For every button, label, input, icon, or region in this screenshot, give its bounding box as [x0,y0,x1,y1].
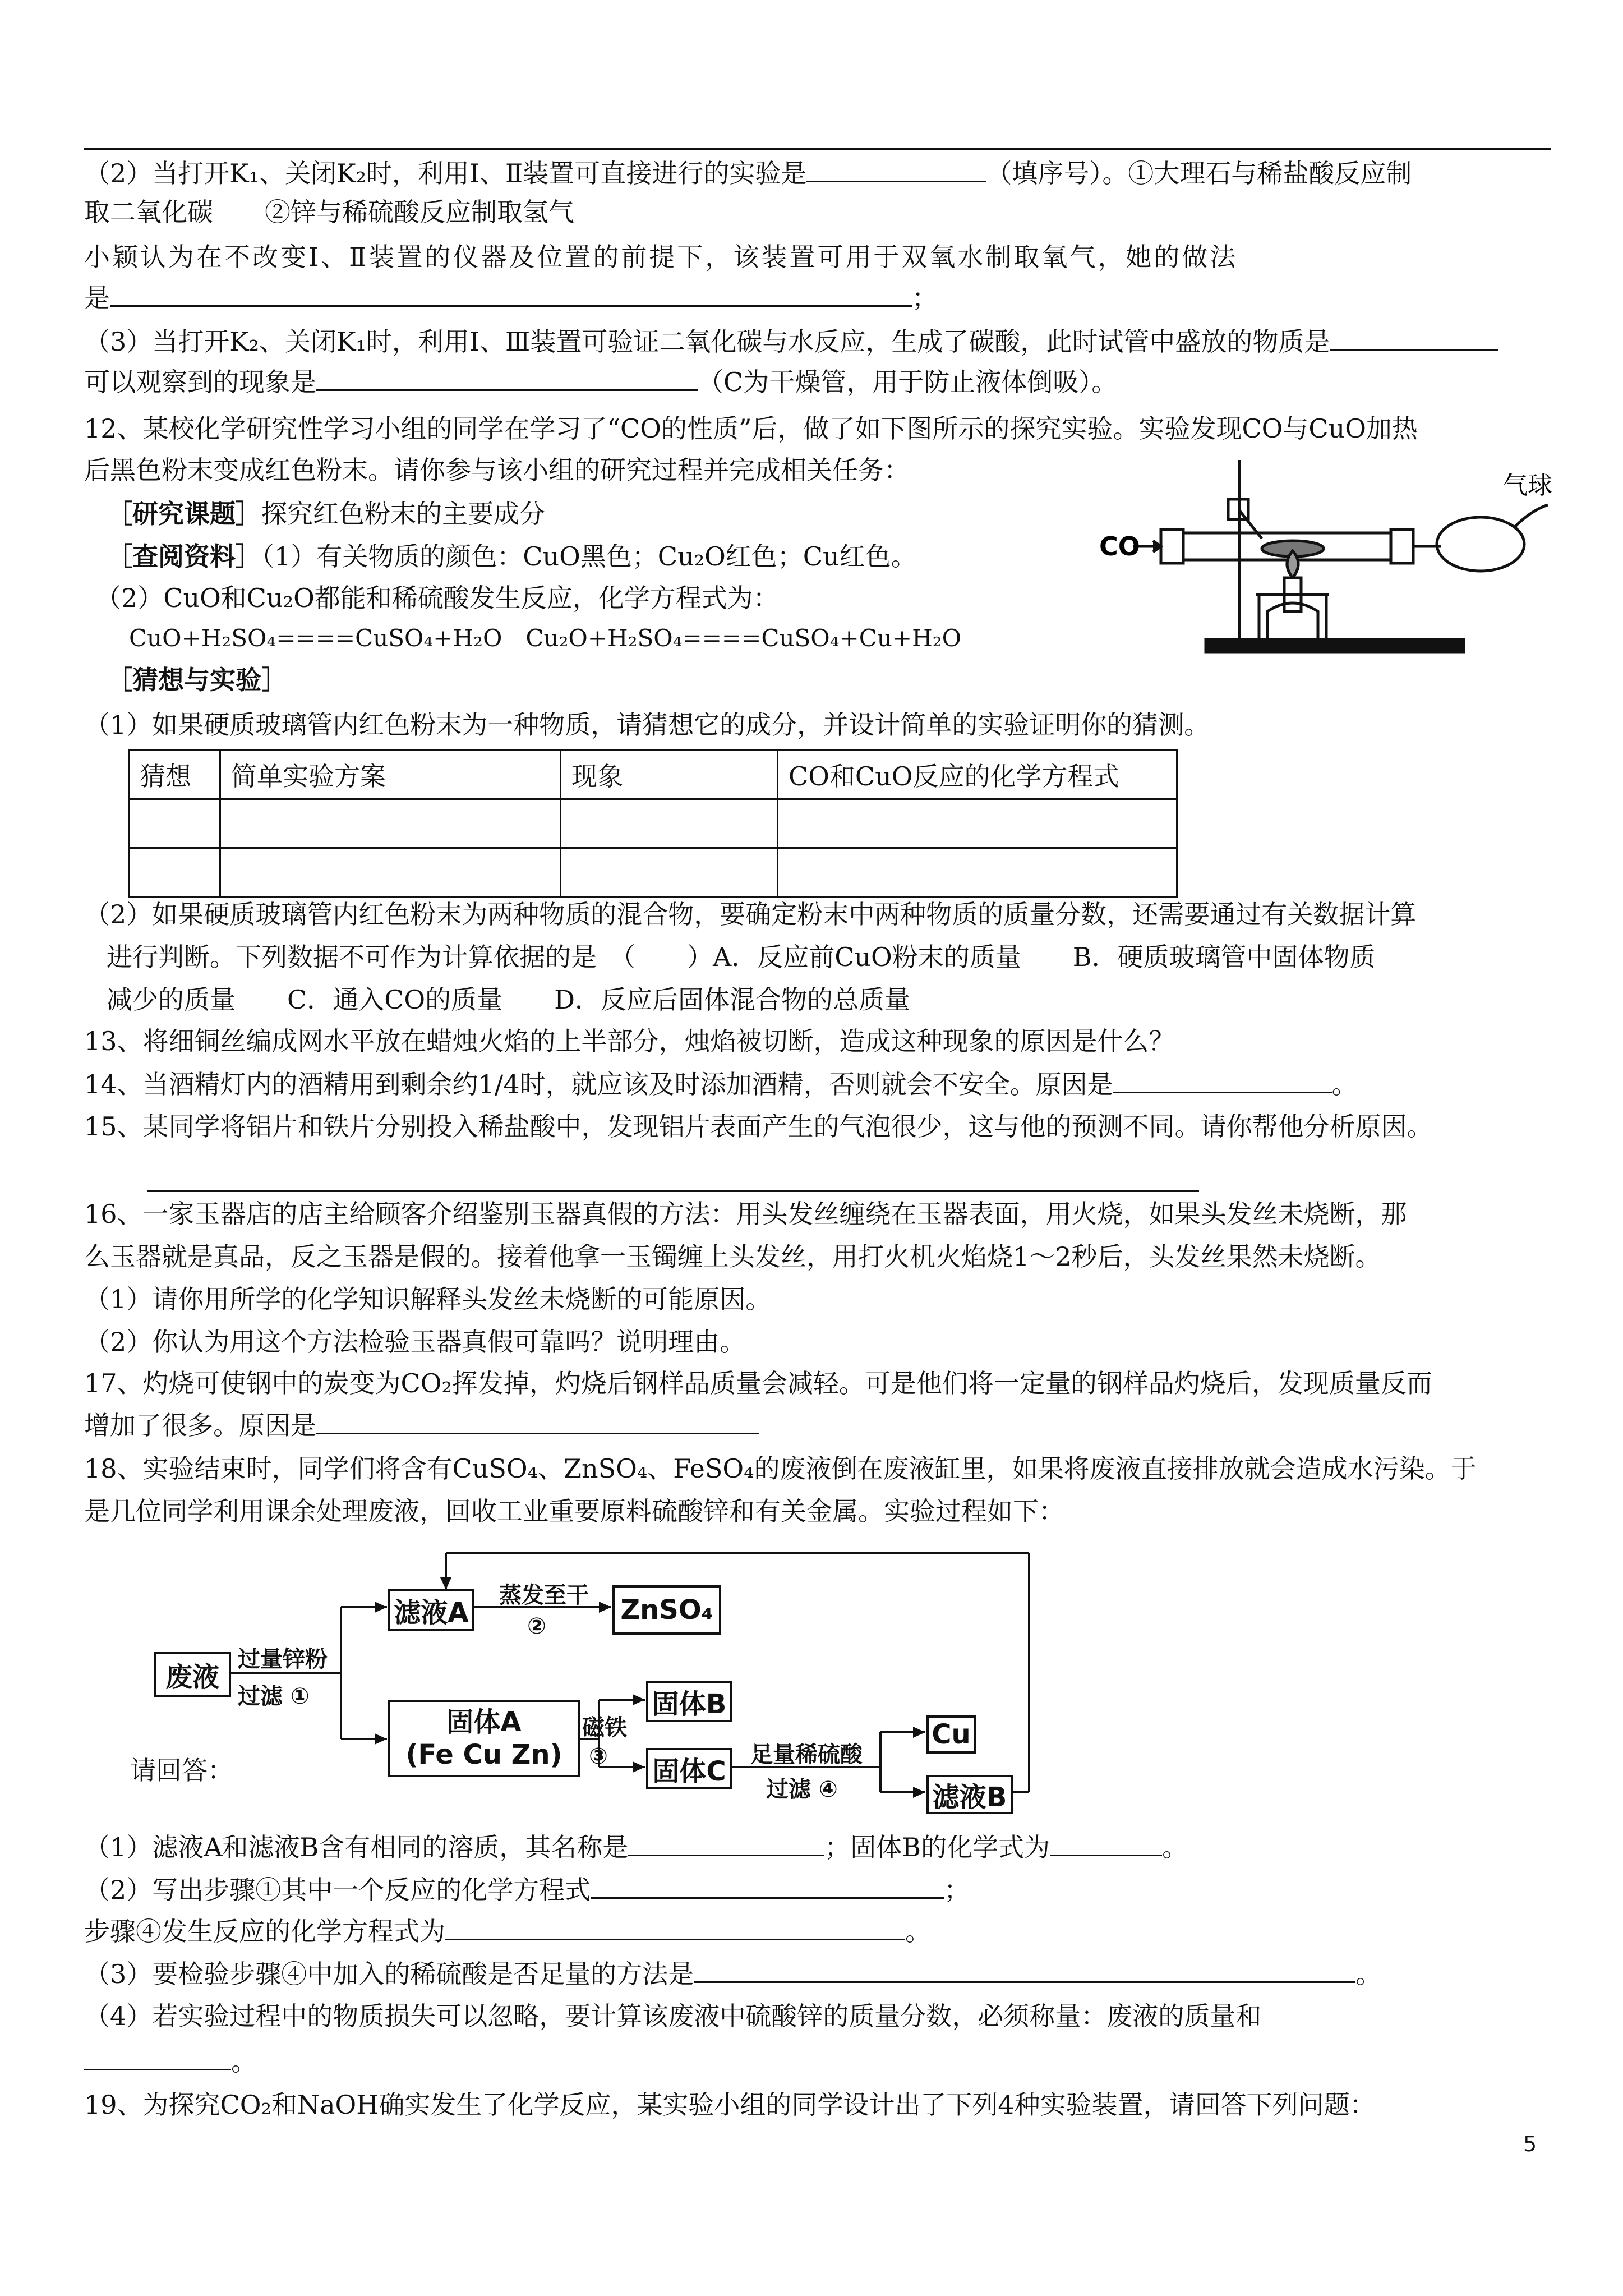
q18-answer-4: （3）要检验步骤④中加入的稀硫酸是否足量的方法是 。 [84,1957,1381,1991]
step2-evaporate: 蒸发至干 [499,1582,589,1608]
filtrate-b-box: 滤液B [926,1775,1013,1814]
q18-line-1: 18、实验结束时，同学们将含有CuSO₄、ZnSO₄、FeSO₄的废液倒在废液缸里，如果将废液直接排放就会造成水污染。于 [84,1453,1477,1484]
q14: 14、当酒精灯内的酒精用到剩余约1/4时，就应该及时添加酒精，否则就会不安全。原因是 。 [84,1067,1358,1101]
q11-line-5: （3）当打开K₂、关闭K₁时，利用Ⅰ、Ⅲ装置可验证二氧化碳与水反应，生成了碳酸，此时试管中盛放的物质是 [84,324,1498,358]
q18-blank-6[interactable] [84,2044,231,2070]
q18-answer-label: 请回答： [130,1755,233,1786]
cu-box: Cu [926,1715,976,1754]
th-guess: 猜想 [129,751,220,799]
step1-filter: 过滤 ① [238,1683,310,1709]
step4-reagent: 足量稀硫酸 [750,1742,863,1768]
q13: 13、将细铜丝编成网水平放在蜡烛火焰的上半部分，烛焰被切断，造成这种现象的原因是什么？ [84,1026,1175,1056]
page-number: 5 [1523,2132,1537,2156]
q18-blank-2[interactable] [1050,1830,1162,1856]
q18-answer-3: 步骤④发生反应的化学方程式为 。 [84,1914,931,1948]
q16-line-1: 16、一家玉器店的店主给顾客介绍鉴别玉器真假的方法：用头发丝缠绕在玉器表面，用火烧，如果头发丝未烧断，那 [84,1199,1407,1229]
q18-blank-4[interactable] [445,1914,905,1940]
q11-line-1: （2）当打开K₁、关闭K₂时，利用Ⅰ、Ⅱ装置可直接进行的实验是 （填序号）。①大理石与稀盐酸反应制 [84,156,1412,190]
q12-guess-2a: （2）如果硬质玻璃管内红色粉末为两种物质的混合物，要确定粉末中两种物质的质量分数，还需要通过有关数据计算 [84,899,1417,930]
th-equation: CO和CuO反应的化学方程式 [778,751,1177,799]
q15: 15、某同学将铝片和铁片分别投入稀盐酸中，发现铝片表面产生的气泡很少，这与他的预测不同。请你帮他分析原因。 [84,1111,1433,1142]
q18-line-2: 是几位同学利用课余处理废液，回收工业重要原料硫酸锌和有关金属。实验过程如下： [84,1496,1064,1526]
q16-line-2: 么玉器就是真品，反之玉器是假的。接着他拿一玉镯缠上头发丝，用打火机火焰烧1～2秒后，头发丝果然未烧断。 [84,1241,1381,1272]
th-phenomenon: 现象 [561,751,778,799]
solid-c-box: 固体C [646,1748,732,1789]
q11-line-6: 可以观察到的现象是 （C为干燥管，用于防止液体倒吸）。 [84,365,1117,399]
q11-line-2: 取二氧化碳 ②锌与稀硫酸反应制取氢气 [84,197,574,227]
znso4-box: ZnSO₄ [612,1585,721,1635]
step3-number: ③ [589,1743,608,1769]
q18-blank-5[interactable] [694,1957,1355,1983]
q18-answer-5: （4）若实验过程中的物质损失可以忽略，要计算该废液中硫酸锌的质量分数，必须称量：废液的质量和 [84,2001,1262,2031]
q12-guess-label: ［猜想与实验］ [107,665,287,695]
q18-answer-1: （1）滤液A和滤液B含有相同的溶质，其名称是 ；固体B的化学式为 。 [84,1830,1188,1864]
step1-reagent: 过量锌粉 [238,1646,328,1672]
q12-topic: ［研究课题］探究红色粉末的主要成分 [107,499,545,529]
q12-reference-2: （2）CuO和Cu₂O都能和稀硫酸发生反应，化学方程式为： [95,583,779,613]
q19: 19、为探究CO₂和NaOH确实发生了化学反应，某实验小组的同学设计出了下列4种实验装置，请回答下列问题： [84,2090,1376,2120]
q16-line-4: （2）你认为用这个方法检验玉器真假可靠吗？说明理由。 [84,1327,746,1357]
co-label: CO [1099,531,1140,562]
q12-equations: CuO+H₂SO₄====CuSO₄+H₂O Cu₂O+H₂SO₄====CuSO₄+Cu+H₂O [129,624,962,652]
step4-filter: 过滤 ④ [766,1777,838,1802]
q16-line-3: （1）请你用所学的化学知识解释头发丝未烧断的可能原因。 [84,1284,772,1314]
q12-line-1: 12、某校化学研究性学习小组的同学在学习了“CO的性质”后，做了如下图所示的探究实验。实验发现CO与CuO加热 [84,413,1418,444]
waste-box: 废液 [154,1652,231,1697]
solid-b-box: 固体B [646,1681,732,1722]
q18-blank-3[interactable] [591,1872,944,1899]
q12-guess-2b: 进行判断。下列数据不可作为计算依据的是 （ ）A．反应前CuO粉末的质量 B．硬质玻璃管中固体物质 [107,942,1376,972]
solid-a-box: 固体A (Fe Cu Zn) [388,1700,580,1777]
q11-line-3: 小颖认为在不改变Ⅰ、Ⅱ装置的仪器及位置的前提下，该装置可用于双氧水制取氧气，她的做法 [84,242,1238,272]
th-plan: 简单实验方案 [220,751,561,799]
q12-reference: ［查阅资料］（1）有关物质的颜色：CuO黑色；Cu₂O红色；Cu红色。 [107,541,917,572]
filtrate-a-box: 滤液A [388,1589,474,1631]
q18-answer-6: 。 [84,2044,257,2078]
q18-blank-1[interactable] [628,1830,824,1856]
q12-guess-1: （1）如果硬质玻璃管内红色粉末为一种物质，请猜想它的成分，并设计简单的实验证明你的猜测。 [84,710,1210,740]
q17-line-2: 增加了很多。原因是 [84,1408,759,1442]
step3-magnet: 磁铁 [582,1715,627,1741]
q12-guess-2c: 减少的质量 C．通入CO的质量 D．反应后固体混合物的总质量 [107,984,910,1015]
q18-answer-2: （2）写出步骤①其中一个反应的化学方程式 ； [84,1872,970,1907]
q12-line-2: 后黑色粉末变成红色粉末。请你参与该小组的研究过程并完成相关任务： [84,455,910,485]
balloon-label: 气球 [1503,471,1552,500]
q11-line-4: 是 ； [84,280,938,315]
q17-line-1: 17、灼烧可使钢中的炭变为CO₂挥发掉，灼烧后钢样品质量会减轻。可是他们将一定量的钢样品灼烧后，发现质量反而 [84,1368,1432,1398]
step2-number: ② [527,1613,546,1639]
